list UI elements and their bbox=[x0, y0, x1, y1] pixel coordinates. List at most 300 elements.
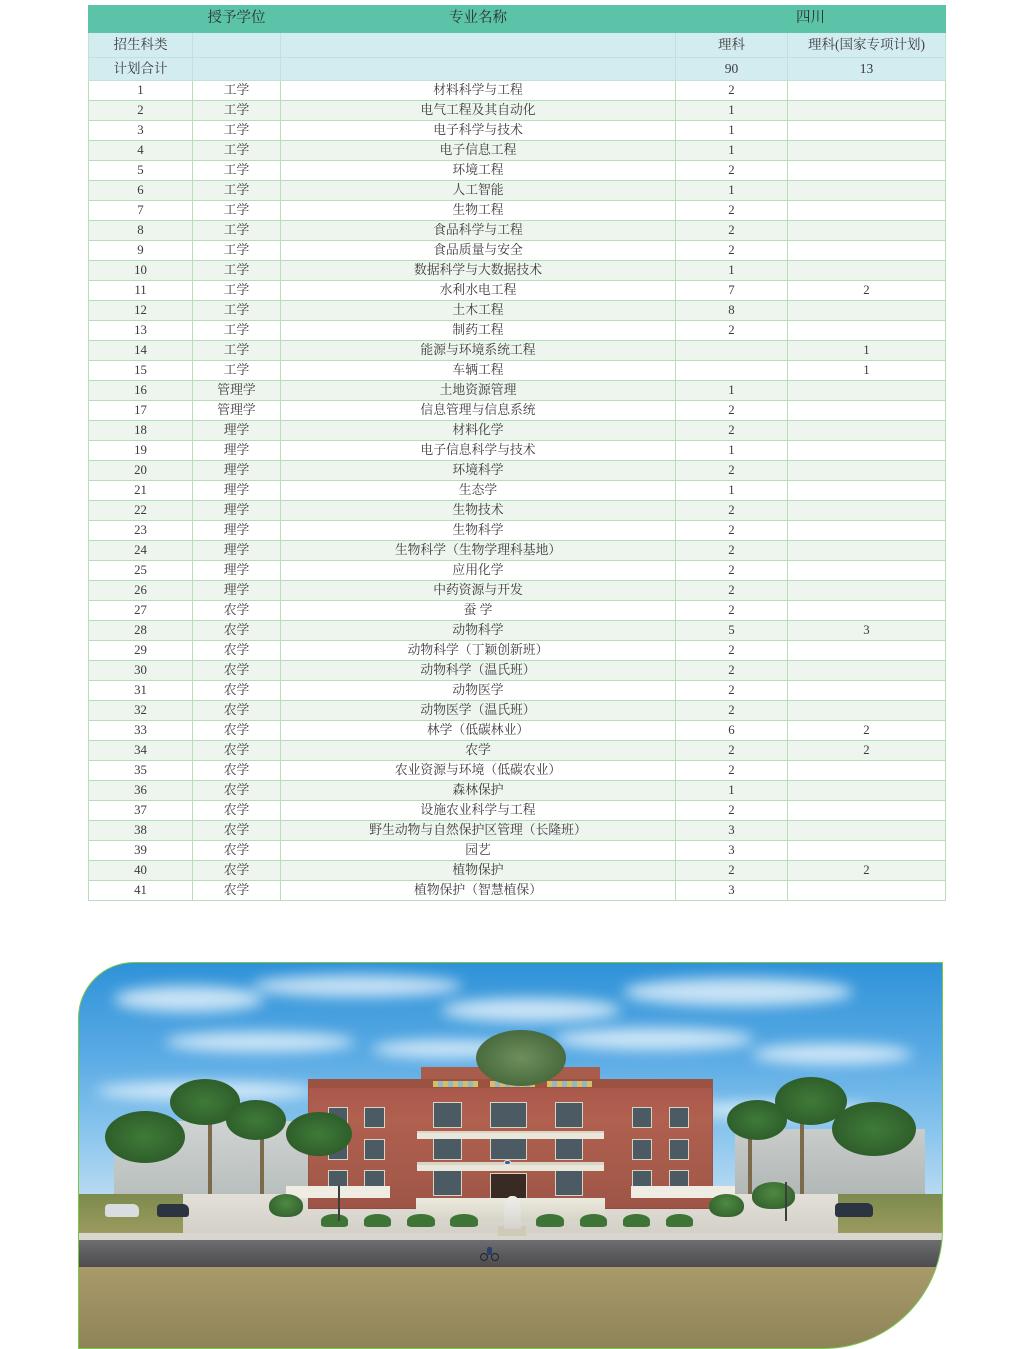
cell-plan1: 3 bbox=[676, 841, 788, 861]
cell-no: 18 bbox=[89, 421, 193, 441]
cell-plan2 bbox=[788, 761, 946, 781]
cell-major: 信息管理与信息系统 bbox=[281, 401, 676, 421]
cell-plan2: 2 bbox=[788, 861, 946, 881]
table-row bbox=[89, 441, 946, 461]
table-row bbox=[89, 121, 946, 141]
cell-plan1: 7 bbox=[676, 281, 788, 301]
cell-plan2 bbox=[788, 221, 946, 241]
cell-plan1 bbox=[676, 341, 788, 361]
cell-plan1: 2 bbox=[676, 501, 788, 521]
lawn bbox=[79, 1267, 942, 1348]
cell-no: 36 bbox=[89, 781, 193, 801]
cell-plan1: 2 bbox=[676, 801, 788, 821]
cell-no: 10 bbox=[89, 261, 193, 281]
cell-degree: 理学 bbox=[193, 541, 281, 561]
decorative-tile-band bbox=[547, 1081, 592, 1087]
cell-major: 车辆工程 bbox=[281, 361, 676, 381]
hedge bbox=[450, 1214, 478, 1227]
cloud bbox=[252, 975, 462, 997]
cell-no: 37 bbox=[89, 801, 193, 821]
cell-plan2 bbox=[788, 181, 946, 201]
cell-plan1: 2 bbox=[676, 601, 788, 621]
total-plan2: 13 bbox=[788, 58, 946, 81]
table-row bbox=[89, 541, 946, 561]
cell-degree: 工学 bbox=[193, 221, 281, 241]
window bbox=[632, 1107, 652, 1128]
cell-major: 生物工程 bbox=[281, 201, 676, 221]
cell-no: 9 bbox=[89, 241, 193, 261]
bicycle-wheel bbox=[491, 1253, 499, 1261]
cell-plan2 bbox=[788, 421, 946, 441]
cell-no: 22 bbox=[89, 501, 193, 521]
road bbox=[79, 1240, 942, 1267]
table-row bbox=[89, 841, 946, 861]
cell-major: 土木工程 bbox=[281, 301, 676, 321]
cell-degree: 农学 bbox=[193, 861, 281, 881]
window bbox=[490, 1102, 527, 1128]
cell-plan2 bbox=[788, 321, 946, 341]
cell-plan1: 1 bbox=[676, 441, 788, 461]
cell-major: 环境工程 bbox=[281, 161, 676, 181]
cell-no: 26 bbox=[89, 581, 193, 601]
cell-no: 33 bbox=[89, 721, 193, 741]
cell-degree: 管理学 bbox=[193, 401, 281, 421]
cell-degree: 农学 bbox=[193, 661, 281, 681]
table-row bbox=[89, 881, 946, 901]
cell-no: 17 bbox=[89, 401, 193, 421]
table-row bbox=[89, 721, 946, 741]
cell-major: 农业资源与环境（低碳农业） bbox=[281, 761, 676, 781]
cell-plan2 bbox=[788, 821, 946, 841]
cell-degree: 工学 bbox=[193, 321, 281, 341]
hedge bbox=[666, 1214, 694, 1227]
window bbox=[433, 1168, 461, 1197]
lamp-post bbox=[338, 1186, 340, 1221]
cell-no: 20 bbox=[89, 461, 193, 481]
table-row bbox=[89, 401, 946, 421]
cell-plan2: 2 bbox=[788, 281, 946, 301]
table-row bbox=[89, 821, 946, 841]
cell-degree: 理学 bbox=[193, 441, 281, 461]
total-label: 计划合计 bbox=[89, 58, 193, 81]
table-row bbox=[89, 101, 946, 121]
cell-plan1: 1 bbox=[676, 481, 788, 501]
cell-degree: 理学 bbox=[193, 561, 281, 581]
university-emblem-icon bbox=[504, 1160, 510, 1165]
total-plan1: 90 bbox=[676, 58, 788, 81]
table-row bbox=[89, 741, 946, 761]
cell-plan2: 1 bbox=[788, 361, 946, 381]
cell-plan2 bbox=[788, 441, 946, 461]
cell-major: 动物科学 bbox=[281, 621, 676, 641]
table-row bbox=[89, 561, 946, 581]
cell-plan1: 2 bbox=[676, 201, 788, 221]
cell-degree: 农学 bbox=[193, 721, 281, 741]
cell-no: 23 bbox=[89, 521, 193, 541]
cell-degree: 农学 bbox=[193, 781, 281, 801]
table-row bbox=[89, 241, 946, 261]
cell-degree: 农学 bbox=[193, 761, 281, 781]
table-row bbox=[89, 501, 946, 521]
cell-no: 7 bbox=[89, 201, 193, 221]
cell-major: 生物科学（生物学理科基地） bbox=[281, 541, 676, 561]
cell-no: 31 bbox=[89, 681, 193, 701]
cell-degree: 理学 bbox=[193, 501, 281, 521]
cell-plan1: 8 bbox=[676, 301, 788, 321]
cell-degree: 理学 bbox=[193, 581, 281, 601]
cell-major: 水利水电工程 bbox=[281, 281, 676, 301]
cell-plan2: 3 bbox=[788, 621, 946, 641]
cell-plan1: 1 bbox=[676, 121, 788, 141]
cell-no: 34 bbox=[89, 741, 193, 761]
cell-major: 森林保护 bbox=[281, 781, 676, 801]
cell-plan2 bbox=[788, 481, 946, 501]
cell-major: 设施农业科学与工程 bbox=[281, 801, 676, 821]
cell-no: 21 bbox=[89, 481, 193, 501]
subheader-plan2: 理科(国家专项计划) bbox=[788, 33, 946, 58]
admission-plan-table bbox=[88, 5, 946, 901]
cell-no: 38 bbox=[89, 821, 193, 841]
cell-degree: 农学 bbox=[193, 741, 281, 761]
table-header-row bbox=[89, 6, 946, 33]
cell-degree: 农学 bbox=[193, 881, 281, 901]
table-row bbox=[89, 781, 946, 801]
admission-plan-table-wrap bbox=[88, 5, 945, 901]
window bbox=[555, 1136, 583, 1160]
cell-no: 8 bbox=[89, 221, 193, 241]
cell-plan1: 1 bbox=[676, 101, 788, 121]
cell-no: 14 bbox=[89, 341, 193, 361]
total-major bbox=[281, 58, 676, 81]
table-subheader-row bbox=[89, 33, 946, 58]
window bbox=[433, 1136, 461, 1160]
cell-plan1: 3 bbox=[676, 881, 788, 901]
cell-plan2 bbox=[788, 161, 946, 181]
table-row bbox=[89, 281, 946, 301]
table-row bbox=[89, 641, 946, 661]
cell-major: 植物保护 bbox=[281, 861, 676, 881]
cell-degree: 管理学 bbox=[193, 381, 281, 401]
cell-no: 25 bbox=[89, 561, 193, 581]
cell-plan1: 2 bbox=[676, 541, 788, 561]
tree-canopy bbox=[105, 1111, 185, 1163]
cell-degree: 工学 bbox=[193, 201, 281, 221]
cell-plan2 bbox=[788, 881, 946, 901]
header-cell-no bbox=[89, 6, 193, 33]
tree-canopy bbox=[286, 1112, 352, 1156]
cell-plan1: 1 bbox=[676, 381, 788, 401]
cell-no: 6 bbox=[89, 181, 193, 201]
cyclist bbox=[480, 1247, 500, 1261]
cell-plan2 bbox=[788, 301, 946, 321]
table-row bbox=[89, 81, 946, 101]
cell-plan2 bbox=[788, 261, 946, 281]
cell-plan2 bbox=[788, 381, 946, 401]
cell-no: 1 bbox=[89, 81, 193, 101]
cell-plan1: 2 bbox=[676, 221, 788, 241]
cloud bbox=[752, 1044, 912, 1064]
cell-major: 生态学 bbox=[281, 481, 676, 501]
cell-plan1: 1 bbox=[676, 261, 788, 281]
shrub bbox=[752, 1182, 795, 1209]
cell-plan2 bbox=[788, 201, 946, 221]
cell-major: 材料化学 bbox=[281, 421, 676, 441]
cell-no: 16 bbox=[89, 381, 193, 401]
table-row bbox=[89, 601, 946, 621]
cell-no: 11 bbox=[89, 281, 193, 301]
cell-no: 4 bbox=[89, 141, 193, 161]
cell-degree: 工学 bbox=[193, 161, 281, 181]
header-cell-degree: 授予学位 bbox=[193, 6, 281, 33]
cell-plan2 bbox=[788, 501, 946, 521]
table-row bbox=[89, 661, 946, 681]
cell-major: 应用化学 bbox=[281, 561, 676, 581]
cell-plan2 bbox=[788, 701, 946, 721]
table-row bbox=[89, 381, 946, 401]
cell-major: 材料科学与工程 bbox=[281, 81, 676, 101]
cell-degree: 农学 bbox=[193, 681, 281, 701]
cell-degree: 农学 bbox=[193, 801, 281, 821]
decorative-tile-band bbox=[433, 1081, 478, 1087]
cell-no: 29 bbox=[89, 641, 193, 661]
table-row bbox=[89, 521, 946, 541]
cell-major: 动物医学（温氏班） bbox=[281, 701, 676, 721]
cell-plan2 bbox=[788, 521, 946, 541]
cell-degree: 理学 bbox=[193, 521, 281, 541]
cell-plan2 bbox=[788, 561, 946, 581]
hedge bbox=[321, 1214, 349, 1227]
cell-plan1: 2 bbox=[676, 321, 788, 341]
hedge bbox=[580, 1214, 608, 1227]
window bbox=[555, 1102, 583, 1128]
cell-plan1: 2 bbox=[676, 661, 788, 681]
cell-degree: 理学 bbox=[193, 461, 281, 481]
cell-major: 野生动物与自然保护区管理（长隆班） bbox=[281, 821, 676, 841]
cell-no: 27 bbox=[89, 601, 193, 621]
cell-degree: 工学 bbox=[193, 261, 281, 281]
window bbox=[433, 1102, 461, 1128]
parked-car bbox=[105, 1204, 139, 1217]
parked-car bbox=[835, 1203, 873, 1217]
hedge bbox=[407, 1214, 435, 1227]
cell-major: 生物技术 bbox=[281, 501, 676, 521]
cell-no: 32 bbox=[89, 701, 193, 721]
cell-major: 食品科学与工程 bbox=[281, 221, 676, 241]
palm-fronds bbox=[727, 1100, 787, 1140]
table-row bbox=[89, 481, 946, 501]
cell-plan1: 2 bbox=[676, 461, 788, 481]
table-row bbox=[89, 701, 946, 721]
tree-canopy bbox=[476, 1030, 566, 1086]
cell-major: 农学 bbox=[281, 741, 676, 761]
cell-plan1: 1 bbox=[676, 141, 788, 161]
table-row bbox=[89, 301, 946, 321]
palm-fronds bbox=[226, 1100, 286, 1140]
cell-plan2 bbox=[788, 801, 946, 821]
hedge bbox=[364, 1214, 392, 1227]
header-cell-province: 四川 bbox=[676, 6, 946, 33]
cell-no: 39 bbox=[89, 841, 193, 861]
cell-no: 24 bbox=[89, 541, 193, 561]
cell-plan2: 1 bbox=[788, 341, 946, 361]
subheader-label: 招生科类 bbox=[89, 33, 193, 58]
cell-no: 30 bbox=[89, 661, 193, 681]
cell-major: 能源与环境系统工程 bbox=[281, 341, 676, 361]
window bbox=[364, 1107, 384, 1128]
cell-plan1: 2 bbox=[676, 681, 788, 701]
cell-major: 电子信息科学与技术 bbox=[281, 441, 676, 461]
table-row bbox=[89, 201, 946, 221]
tree-canopy bbox=[832, 1102, 916, 1156]
table-row bbox=[89, 761, 946, 781]
hedge bbox=[536, 1214, 564, 1227]
cell-plan1: 1 bbox=[676, 781, 788, 801]
total-degree bbox=[193, 58, 281, 81]
cell-plan2 bbox=[788, 601, 946, 621]
cell-major: 中药资源与开发 bbox=[281, 581, 676, 601]
cell-degree: 工学 bbox=[193, 361, 281, 381]
cell-plan2 bbox=[788, 461, 946, 481]
cell-degree: 农学 bbox=[193, 841, 281, 861]
cell-plan1: 2 bbox=[676, 861, 788, 881]
cell-major: 制药工程 bbox=[281, 321, 676, 341]
cell-plan2 bbox=[788, 121, 946, 141]
cell-plan2: 2 bbox=[788, 721, 946, 741]
cell-plan1: 2 bbox=[676, 241, 788, 261]
cell-plan2 bbox=[788, 241, 946, 261]
cell-plan2 bbox=[788, 581, 946, 601]
cell-major: 园艺 bbox=[281, 841, 676, 861]
cell-plan1: 2 bbox=[676, 581, 788, 601]
table-row bbox=[89, 221, 946, 241]
cell-degree: 工学 bbox=[193, 81, 281, 101]
cell-plan1: 1 bbox=[676, 181, 788, 201]
cell-major: 动物科学（温氏班） bbox=[281, 661, 676, 681]
window bbox=[669, 1107, 689, 1128]
cell-no: 5 bbox=[89, 161, 193, 181]
cell-plan1: 2 bbox=[676, 561, 788, 581]
cell-major: 人工智能 bbox=[281, 181, 676, 201]
window bbox=[632, 1139, 652, 1160]
balcony-slab bbox=[417, 1133, 604, 1139]
cell-plan1: 2 bbox=[676, 741, 788, 761]
window bbox=[555, 1168, 583, 1197]
table-row bbox=[89, 801, 946, 821]
cell-plan2 bbox=[788, 141, 946, 161]
cell-no: 41 bbox=[89, 881, 193, 901]
parked-car bbox=[157, 1204, 189, 1217]
lamp-post bbox=[785, 1182, 787, 1221]
bicycle-wheel bbox=[480, 1253, 488, 1261]
cell-no: 15 bbox=[89, 361, 193, 381]
window bbox=[669, 1139, 689, 1160]
cell-major: 电子信息工程 bbox=[281, 141, 676, 161]
table-row bbox=[89, 341, 946, 361]
cell-degree: 工学 bbox=[193, 281, 281, 301]
cell-major: 生物科学 bbox=[281, 521, 676, 541]
subheader-major bbox=[281, 33, 676, 58]
statue bbox=[504, 1196, 520, 1229]
cell-degree: 工学 bbox=[193, 301, 281, 321]
cell-plan1: 2 bbox=[676, 761, 788, 781]
table-row bbox=[89, 581, 946, 601]
cell-plan1: 2 bbox=[676, 421, 788, 441]
cell-plan2: 2 bbox=[788, 741, 946, 761]
cloud bbox=[114, 986, 264, 1012]
cell-plan1: 2 bbox=[676, 161, 788, 181]
cell-no: 13 bbox=[89, 321, 193, 341]
cell-plan1: 6 bbox=[676, 721, 788, 741]
table-row bbox=[89, 141, 946, 161]
cell-plan1: 2 bbox=[676, 81, 788, 101]
cell-major: 林学（低碳林业） bbox=[281, 721, 676, 741]
cell-plan2 bbox=[788, 681, 946, 701]
cell-degree: 农学 bbox=[193, 621, 281, 641]
cell-major: 电气工程及其自动化 bbox=[281, 101, 676, 121]
cell-plan1: 3 bbox=[676, 821, 788, 841]
cell-degree: 工学 bbox=[193, 121, 281, 141]
cell-no: 12 bbox=[89, 301, 193, 321]
hedge bbox=[623, 1214, 651, 1227]
table-row bbox=[89, 461, 946, 481]
table-row bbox=[89, 161, 946, 181]
admission-plan-tbody bbox=[89, 6, 946, 901]
cell-plan2 bbox=[788, 101, 946, 121]
cell-degree: 农学 bbox=[193, 821, 281, 841]
cell-no: 3 bbox=[89, 121, 193, 141]
cell-plan2 bbox=[788, 781, 946, 801]
cell-degree: 工学 bbox=[193, 101, 281, 121]
subheader-plan1: 理科 bbox=[676, 33, 788, 58]
table-row bbox=[89, 321, 946, 341]
cell-no: 28 bbox=[89, 621, 193, 641]
table-row bbox=[89, 361, 946, 381]
cell-plan2 bbox=[788, 841, 946, 861]
cell-plan1: 2 bbox=[676, 521, 788, 541]
cell-major: 蚕 学 bbox=[281, 601, 676, 621]
campus-photo-inner bbox=[79, 963, 942, 1348]
table-total-row bbox=[89, 58, 946, 81]
cell-plan2 bbox=[788, 641, 946, 661]
window bbox=[364, 1139, 384, 1160]
cell-major: 环境科学 bbox=[281, 461, 676, 481]
cell-no: 19 bbox=[89, 441, 193, 461]
cell-no: 2 bbox=[89, 101, 193, 121]
cell-plan1 bbox=[676, 361, 788, 381]
subheader-degree bbox=[193, 33, 281, 58]
table-row bbox=[89, 261, 946, 281]
table-row bbox=[89, 681, 946, 701]
cell-degree: 理学 bbox=[193, 421, 281, 441]
cell-major: 植物保护（智慧植保） bbox=[281, 881, 676, 901]
balcony-slab bbox=[417, 1165, 604, 1171]
cell-degree: 农学 bbox=[193, 641, 281, 661]
shrub bbox=[709, 1194, 744, 1217]
cell-major: 数据科学与大数据技术 bbox=[281, 261, 676, 281]
cell-plan2 bbox=[788, 81, 946, 101]
header-cell-major: 专业名称 bbox=[281, 6, 676, 33]
cell-major: 食品质量与安全 bbox=[281, 241, 676, 261]
cell-no: 35 bbox=[89, 761, 193, 781]
cell-plan2 bbox=[788, 401, 946, 421]
shrub bbox=[269, 1194, 304, 1217]
campus-photo bbox=[78, 962, 943, 1349]
cell-plan1: 5 bbox=[676, 621, 788, 641]
cloud bbox=[441, 998, 621, 1022]
cell-plan2 bbox=[788, 541, 946, 561]
cell-plan1: 2 bbox=[676, 701, 788, 721]
cell-major: 动物科学（丁颖创新班） bbox=[281, 641, 676, 661]
